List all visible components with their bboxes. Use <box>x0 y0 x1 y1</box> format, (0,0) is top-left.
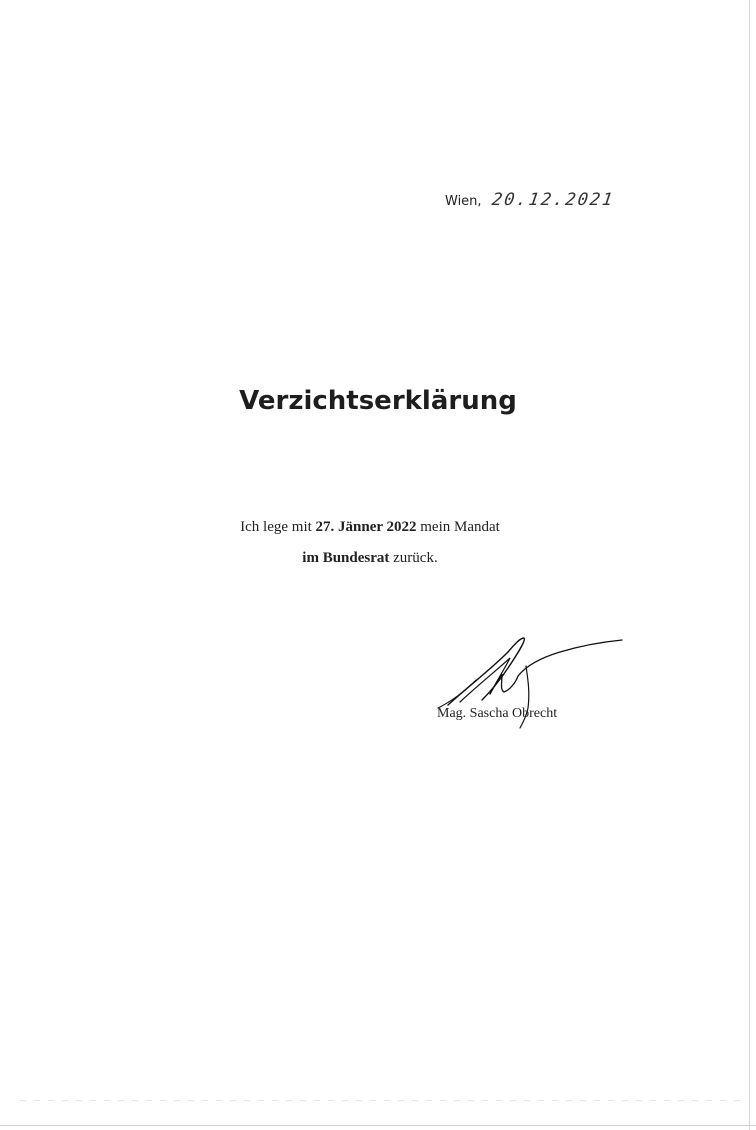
statement-text: Ich lege mit <box>240 519 316 535</box>
scan-artifact <box>20 1100 740 1101</box>
scan-edge-bottom <box>0 1125 756 1126</box>
handwritten-date: 20.12.2021 <box>490 190 616 210</box>
statement-body: im Bundesrat <box>302 550 390 566</box>
place-date <box>445 190 614 210</box>
scan-edge <box>749 0 750 1130</box>
statement-text: mein Mandat <box>416 519 500 535</box>
statement-line-2 <box>0 550 740 567</box>
statement-line-1 <box>0 519 740 536</box>
signatory-name: Mag. Sascha Obrecht <box>437 706 558 721</box>
document-title: Verzichtserklärung <box>239 386 517 416</box>
place-label: Wien, <box>445 194 482 209</box>
statement-text: zurück. <box>389 550 438 566</box>
statement-date: 27. Jänner 2022 <box>315 519 417 535</box>
